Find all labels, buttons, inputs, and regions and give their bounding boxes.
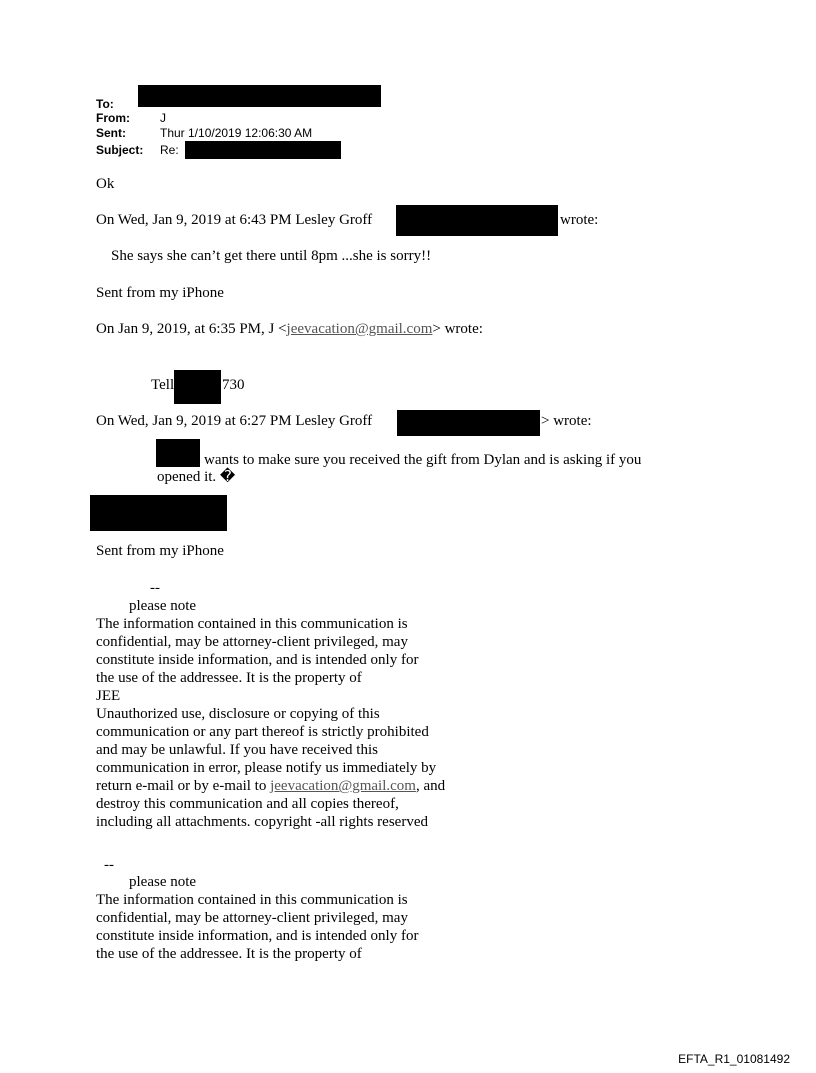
sent-label: Sent: <box>96 126 126 140</box>
disclaimer2-line: The information contained in this communication is <box>96 892 408 908</box>
signature-2: Sent from my iPhone <box>96 543 224 559</box>
quote2-text-start: Tell <box>151 377 175 393</box>
disclaimer1-line: Unauthorized use, disclosure or copying of this <box>96 706 380 722</box>
disclaimer1-note: please note <box>129 598 197 614</box>
disclaimer1-line: communication or any part thereof is strictly prohibited <box>96 724 429 740</box>
redacted-sender-email-2 <box>397 410 540 436</box>
disclaimer2-line: constitute inside information, and is intended only for <box>96 928 419 944</box>
email-link[interactable]: jeevacation@gmail.com <box>270 778 416 794</box>
redacted-sender-email-1 <box>396 205 558 236</box>
redacted-to-address <box>138 85 381 107</box>
quote3-intro-end: > wrote: <box>541 413 592 429</box>
disclaimer1-dashes: -- <box>150 580 160 596</box>
document-id: EFTA_R1_01081492 <box>678 1052 790 1066</box>
quote3-line2: opened it. � <box>157 469 236 485</box>
email-link[interactable]: jeevacation@gmail.com <box>286 321 433 337</box>
disclaimer1-line: destroy this communication and all copies thereof, <box>96 796 399 812</box>
disclaimer1-line: constitute inside information, and is intended only for <box>96 652 419 668</box>
disclaimer2-line: the use of the addressee. It is the property of <box>96 946 362 962</box>
disclaimer1-line: JEE <box>96 688 121 704</box>
disclaimer2-note: please note <box>129 874 197 890</box>
quote3-line1: wants to make sure you received the gift from Dylan and is asking if you <box>204 452 642 468</box>
disclaimer2-dashes: -- <box>104 857 114 873</box>
quote2-text-end: 730 <box>222 377 245 393</box>
disclaimer1-line: The information contained in this communication is <box>96 616 408 632</box>
redacted-name <box>174 370 221 404</box>
quote1-intro-start: On Wed, Jan 9, 2019 at 6:43 PM Lesley Groff <box>96 212 373 228</box>
disclaimer1-line: confidential, may be attorney-client privileged, may <box>96 634 408 650</box>
quote2-intro <box>96 320 483 338</box>
from-value: J <box>160 111 166 125</box>
quote2-intro-end: > wrote: <box>432 321 483 337</box>
to-label: To: <box>96 97 114 111</box>
redacted-block <box>90 495 227 531</box>
disclaimer1-line: the use of the addressee. It is the property of <box>96 670 362 686</box>
quote2-intro-start: On Jan 9, 2019, at 6:35 PM, J < <box>96 321 287 337</box>
from-label: From: <box>96 111 130 125</box>
reply-text: Ok <box>96 176 115 192</box>
redacted-name-2 <box>156 439 200 467</box>
quote3-intro-start: On Wed, Jan 9, 2019 at 6:27 PM Lesley Groff <box>96 413 373 429</box>
return-line-end: , and <box>415 778 446 794</box>
sent-value: Thur 1/10/2019 12:06:30 AM <box>160 126 313 140</box>
redacted-subject <box>185 141 341 159</box>
subject-value: Re: <box>160 143 179 157</box>
disclaimer1-line: communication in error, please notify us immediately by <box>96 760 437 776</box>
return-line-start: return e-mail or by e-mail to <box>96 778 271 794</box>
disclaimer1-body <box>96 615 445 831</box>
disclaimer1-line: including all attachments. copyright -all rights reserved <box>96 814 428 830</box>
quote1-intro-end: wrote: <box>560 212 599 228</box>
subject-label: Subject: <box>96 143 144 157</box>
signature-1: Sent from my iPhone <box>96 285 224 301</box>
disclaimer2-body <box>96 891 418 963</box>
disclaimer2-line: confidential, may be attorney-client privileged, may <box>96 910 408 926</box>
disclaimer1-line: and may be unlawful. If you have received this <box>96 742 378 758</box>
disclaimer1-return-line <box>96 777 445 795</box>
quote1-text: She says she can’t get there until 8pm ...she is sorry!! <box>111 248 432 264</box>
